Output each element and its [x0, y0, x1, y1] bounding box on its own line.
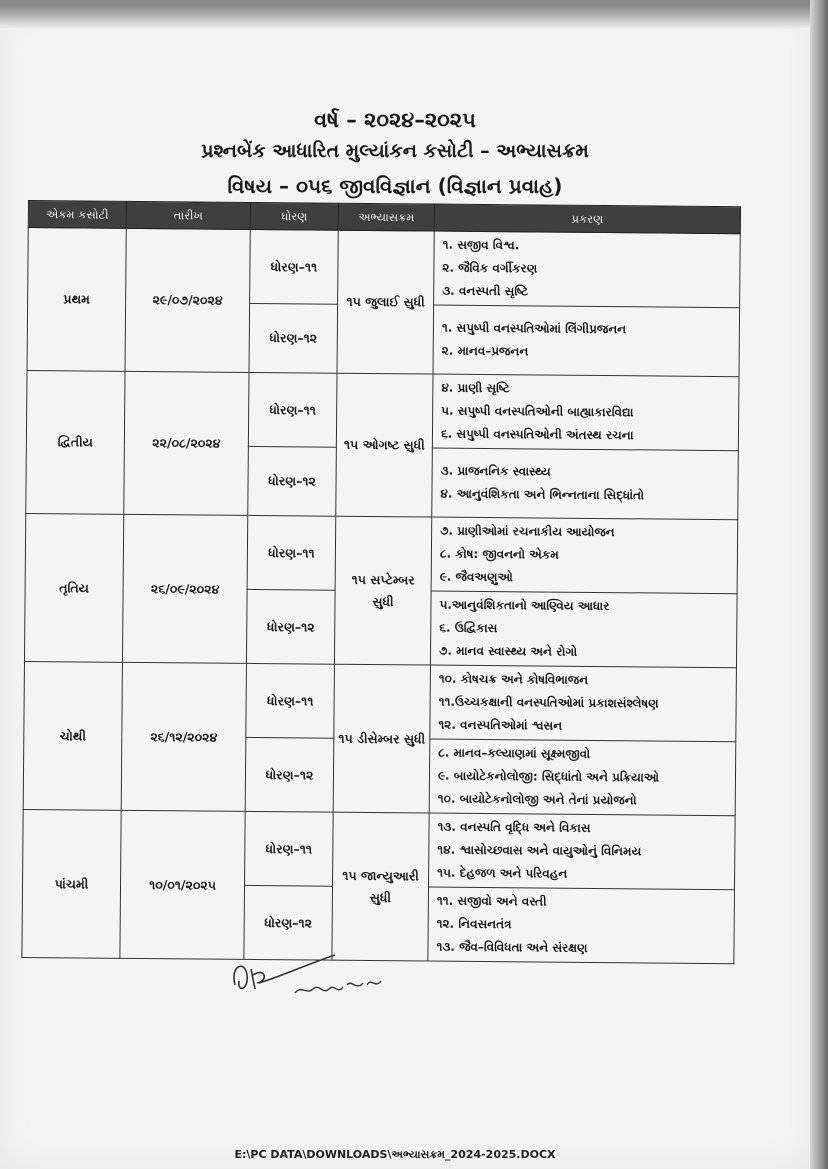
title-heading: પ્રશ્નબેંક આધારિત મુલ્યાંકન કસોટી – અભ્યાસક્રમ: [201, 140, 589, 162]
standard-11: ધોરણ–૧૧: [248, 372, 337, 447]
year-heading: વર્ષ – ૨૦૨૪–૨૦૨૫: [314, 108, 476, 132]
subject-heading: વિષય – ૦૫૬ જીવવિજ્ઞાન (વિજ્ઞાન પ્રવાહ): [227, 174, 563, 198]
column-header-exam: એકમ કસોટી: [28, 201, 126, 229]
syllabus-table: [21, 200, 741, 964]
table-row: [26, 370, 739, 450]
chapter-item: ૪. પ્રાણી સૃષ્ટિ: [441, 380, 510, 396]
exam-name: દ્વિતીય: [26, 370, 125, 514]
chapter-item: ૧૨. નિવસનતંત્ર: [436, 916, 512, 932]
chapter-item: ૨. માનવ–પ્રજનન: [441, 343, 529, 359]
table-row: [24, 661, 737, 741]
chapter-item: ૧૧.ઉચ્ચકક્ષાની વનસ્પતિઓમાં પ્રકાશસંશ્લેષણ: [438, 694, 659, 711]
chapters-11: [430, 665, 737, 742]
chapter-item: ૭. માનવ સ્વાસ્થ્ય અને રોગો: [439, 643, 578, 659]
chapter-item: ૧૩. જૈવ–વિવિધતા અને સંરક્ષણ: [436, 939, 588, 955]
standard-12: ધોરણ–૧૨: [244, 885, 333, 960]
exam-date: ૨૬/૧૨/૨૦૨૪: [121, 662, 246, 811]
chapter-item: ૪. આનુવંશિકતા અને ભિન્નતાના સિદ્ધાંતો: [440, 486, 645, 503]
chapters-12: [432, 448, 739, 520]
exam-date: ૧૦/૦૧/૨૦૨૫: [120, 810, 245, 959]
chapter-item: ૧. સપુષ્પી વનસ્પતિઓમાં લિંગીપ્રજનન: [441, 320, 627, 337]
standard-11: ધોરણ–૧૧: [245, 811, 334, 886]
table-row: [23, 809, 736, 889]
chapter-item: ૯. જૈવઅણુઓ: [439, 569, 513, 585]
chapter-item: ૧૪. શ્વાસોચ્છવાસ અને વાયુઓનું વિનિમય: [437, 842, 642, 859]
chapters-12: [433, 305, 740, 377]
chapter-item: ૧૧. સજીવો અને વસ્તી: [436, 893, 547, 909]
chapter-item: ૫. સપુષ્પી વનસ્પતિઓની બાહ્યાકારવિદ્યા: [441, 403, 634, 420]
chapters-11: [432, 374, 739, 451]
chapter-item: ૯. બાયોટેકનોલોજી: સિદ્ધાંતો અને પ્રક્રિયાઓ: [437, 768, 660, 785]
chapter-item: ૧૨. વનસ્પતિઓમાં શ્વસન: [438, 717, 563, 733]
exam-date: ૨૬/૦૯/૨૦૨૪: [122, 514, 247, 663]
chapter-item: ૫.આનુવંશિકતાનો આણ્વિય આધાર: [439, 597, 610, 614]
chapter-item: ૧૦. બાયોટેકનોલોજી અને તેનાં પ્રયોજનો: [437, 791, 637, 808]
chapters-11: [431, 517, 738, 594]
chapters-12: [428, 887, 735, 964]
standard-11: ધોરણ–૧૧: [250, 229, 339, 304]
course-upto: ૧૫ ડીસેમ્બર સુધી: [333, 664, 430, 813]
chapter-item: ૭. પ્રાણીઓમાં રચનાકીય આયોજન: [440, 523, 615, 540]
course-upto: ૧૫ સપ્ટેમ્બર સુધી: [334, 516, 431, 665]
course-upto: ૧૫ જાન્યુઆરી સુધી: [332, 812, 429, 961]
scan-top-edge: [0, 0, 828, 30]
chapter-item: ૧૦. કોષચક્ર અને કોષવિભાજન: [438, 671, 589, 687]
column-header-chapters: પ્રકરણ: [434, 204, 740, 234]
chapter-item: ૨. જૈવિક વર્ગીકરણ: [442, 260, 538, 276]
standard-12: ધોરણ–૧૨: [249, 303, 338, 373]
chapter-item: ૬. ઉદ્વિકાસ: [439, 620, 498, 636]
exam-name: તૃતિય: [24, 513, 123, 662]
chapter-item: ૧૩. વનસ્પતિ વૃદ્ધિ અને વિકાસ: [437, 819, 591, 835]
chapter-item: ૩. વનસ્પતી સૃષ્ટિ: [442, 283, 529, 299]
table-row: [25, 513, 738, 593]
course-upto: ૧૫ જુલાઈ સુધી: [337, 230, 434, 374]
exam-date: ૨૯/૦૭/૨૦૨૪: [125, 228, 250, 372]
chapter-item: ૬. સપુષ્પી વનસ્પતિઓની અંતસ્થ રચના: [440, 426, 634, 443]
chapters-12: [430, 591, 737, 668]
column-header-standard: ધોરણ: [250, 202, 338, 230]
chapter-item: ૩. પ્રાજનનિક સ્વાસ્થ્ય: [440, 463, 551, 479]
chapter-item: ૮. માનવ–કલ્યાણમાં સૂક્ષ્મજીવો: [438, 745, 591, 761]
course-upto: ૧૫ ઓગષ્ટ સુધી: [336, 373, 433, 517]
standard-11: ધોરણ–૧૧: [247, 515, 336, 590]
standard-12: ધોરણ–૧૨: [248, 446, 337, 516]
exam-name: ચોથી: [23, 661, 122, 810]
column-header-date: તારીખ: [126, 201, 250, 229]
standard-11: ધોરણ–૧૧: [246, 663, 335, 738]
chapter-item: ૮. કોષ: જીવનનો એકમ: [439, 546, 559, 562]
standard-12: ધોરણ–૧૨: [246, 589, 335, 664]
file-path-footer: E:\PC DATA\DOWNLOADS\અભ્યાસક્રમ_2024-2025.DOCX: [234, 1148, 556, 1161]
table-row: [28, 228, 741, 308]
standard-12: ધોરણ–૧૨: [245, 737, 334, 812]
chapters-11: [429, 813, 736, 890]
scan-right-edge: [810, 0, 828, 1169]
chapter-item: ૧. સજીવ વિશ્વ.: [442, 237, 520, 253]
column-header-course: અભ્યાસક્રમ: [338, 203, 434, 231]
chapter-item: ૧૫. દેહજળ અને પરિવહન: [437, 865, 568, 881]
chapters-11: [434, 231, 741, 308]
exam-name: પાંચમી: [22, 809, 121, 958]
chapters-12: [429, 739, 736, 816]
exam-date: ૨૨/૦૮/૨૦૨૪: [124, 371, 249, 515]
exam-name: પ્રથમ: [27, 228, 126, 372]
signature: [225, 945, 395, 1005]
table-body: [22, 228, 740, 964]
